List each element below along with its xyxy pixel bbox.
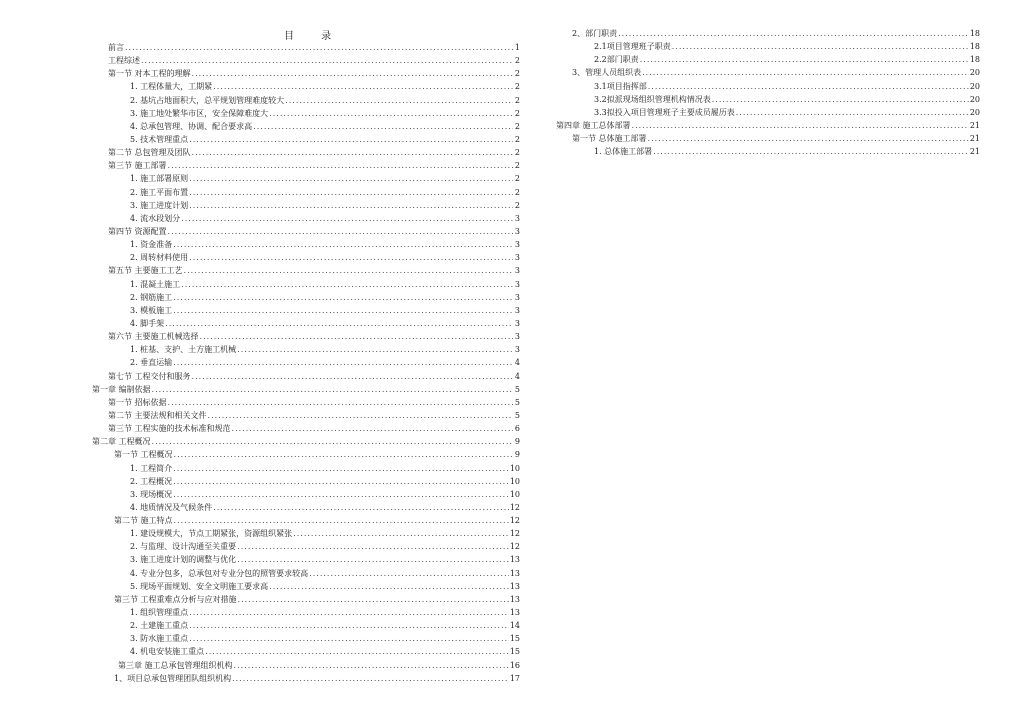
toc-page-number: 5 (514, 397, 520, 407)
toc-leader-dots (232, 672, 509, 685)
toc-page-number: 2 (514, 108, 520, 118)
toc-entry[interactable] (92, 422, 520, 435)
toc-entry[interactable] (92, 317, 520, 330)
toc-leader-dots (168, 225, 513, 238)
toc-entry-title: 3.1项目指挥部 (594, 81, 647, 91)
toc-entry[interactable] (92, 409, 520, 422)
toc-entry-title: 3.3拟投入项目管理班子主要成员履历表 (594, 107, 735, 117)
toc-entry-title: 2. 工程概况 (130, 476, 173, 486)
toc-leader-dots (168, 159, 513, 172)
toc-leader-dots (200, 330, 513, 343)
toc-page-number: 21 (969, 147, 980, 157)
toc-entry[interactable] (92, 632, 520, 645)
toc-entry-title: 1. 建设规模大，节点工期紧张，资源组织紧张 (130, 529, 293, 539)
toc-entry[interactable] (92, 199, 520, 212)
toc-entry-title: 第三节 工程实施的技术标准和规范 (108, 424, 231, 434)
toc-leader-dots (173, 475, 509, 488)
toc-entry[interactable] (92, 435, 520, 448)
toc-entry[interactable] (92, 186, 520, 199)
toc-entry-title: 1. 工程体量大，工期紧 (130, 82, 213, 92)
toc-page-number: 13 (509, 581, 520, 591)
toc-entry[interactable] (556, 66, 980, 79)
toc-entry[interactable] (92, 172, 520, 185)
toc-page-number: 20 (969, 81, 980, 91)
toc-entry-title: 第二节 施工特点 (114, 516, 173, 526)
toc-leader-dots (653, 145, 969, 158)
toc-page-number: 20 (969, 107, 980, 117)
toc-page-number: 3 (514, 240, 520, 250)
toc-entry-title: 4. 地质情况及气候条件 (130, 502, 213, 512)
toc-page-number: 3 (514, 345, 520, 355)
toc-entry-title: 1. 组织管理重点 (130, 608, 189, 618)
toc-entry-title: 第三节 工程重难点分析与应对措施 (114, 594, 237, 604)
toc-page-number: 10 (509, 489, 520, 499)
toc-leader-dots (125, 41, 513, 54)
toc-entry-title: 第二节 主要法规和相关文件 (108, 410, 207, 420)
toc-entry-title: 第一节 工程概况 (114, 450, 173, 460)
toc-entry-title: 第四节 资源配置 (108, 226, 167, 236)
toc-page-number: 3 (514, 292, 520, 302)
toc-leader-dots (253, 120, 513, 133)
toc-entry-title: 3.2拟派现场组织管理机构情况表 (594, 94, 711, 104)
toc-entry-title: 第一节 招标依据 (108, 397, 167, 407)
toc-entry-title: 3. 模板施工 (130, 305, 173, 315)
toc-page-number: 3 (514, 318, 520, 328)
toc-entry[interactable] (92, 291, 520, 304)
toc-leader-dots (173, 356, 513, 369)
toc-leader-dots (174, 514, 509, 527)
toc-leader-dots (293, 527, 509, 540)
toc-leader-dots (189, 619, 509, 632)
toc-entry[interactable] (92, 304, 520, 317)
toc-entry[interactable] (556, 80, 980, 93)
toc-leader-dots (237, 540, 509, 553)
toc-leader-dots (736, 106, 969, 119)
toc-leader-dots (189, 133, 513, 146)
toc-page-number: 14 (509, 621, 520, 631)
toc-leader-dots (181, 212, 513, 225)
toc-entry[interactable] (92, 370, 520, 383)
toc-entry-title: 2. 施工平面布置 (130, 187, 189, 197)
toc-leader-dots (173, 304, 513, 317)
toc-entry-title: 3. 现场概况 (130, 489, 173, 499)
toc-entry[interactable] (92, 343, 520, 356)
toc-leader-dots (232, 422, 513, 435)
toc-entry[interactable] (92, 659, 520, 672)
toc-entry-title: 1、项目总承包管理团队组织机构 (114, 673, 232, 683)
toc-page-number: 4 (514, 358, 520, 368)
toc-leader-dots (237, 343, 513, 356)
toc-entry-title: 4. 总承包管理、协调、配合要求高 (130, 121, 253, 131)
toc-entry[interactable] (92, 475, 520, 488)
toc-page-number: 21 (969, 120, 980, 130)
toc-leader-dots (192, 146, 513, 159)
toc-entry[interactable] (92, 672, 520, 685)
toc-page-number: 6 (514, 424, 520, 434)
toc-leader-dots (152, 383, 513, 396)
toc-entry-title: 2. 周转材料使用 (130, 253, 189, 263)
toc-entry[interactable] (92, 41, 520, 54)
toc-entry[interactable] (92, 462, 520, 475)
toc-entry[interactable] (92, 580, 520, 593)
toc-leader-dots (237, 553, 509, 566)
toc-page-number: 4 (514, 371, 520, 381)
toc-entry-title: 2. 基坑占地面积大，总平规划管理难度较大 (130, 95, 285, 105)
toc-page-number: 3 (514, 279, 520, 289)
toc-entry-title: 第一节 对本工程的理解 (108, 69, 191, 79)
toc-entry[interactable] (92, 94, 520, 107)
toc-entry[interactable] (92, 80, 520, 93)
toc-entry-title: 2. 垂直运输 (130, 358, 173, 368)
toc-entry[interactable] (556, 106, 980, 119)
toc-entry[interactable] (92, 251, 520, 264)
toc-page-number: 2 (514, 187, 520, 197)
toc-page-number: 21 (969, 134, 980, 144)
toc-page-number: 9 (514, 450, 520, 460)
toc-page-number: 1 (514, 43, 520, 52)
toc-entry-title: 2. 土建施工重点 (130, 621, 189, 631)
toc-entry[interactable] (92, 383, 520, 396)
toc-entry-title: 第五节 主要施工工艺 (108, 266, 183, 276)
toc-page-number: 2 (514, 121, 520, 131)
toc-entry-title: 1. 桩基、支护、土方施工机械 (130, 345, 237, 355)
toc-title: 目 录 (284, 31, 344, 42)
toc-page-number: 2 (514, 161, 520, 171)
toc-entry[interactable] (92, 619, 520, 632)
toc-page-number: 20 (969, 68, 980, 78)
toc-page-number: 2 (514, 95, 520, 105)
toc-leader-dots (269, 107, 513, 120)
toc-page-number: 18 (969, 29, 980, 38)
toc-leader-dots (640, 53, 969, 66)
toc-entry[interactable] (92, 120, 520, 133)
toc-entry-title: 4. 专业分包多，总承包对专业分包的照管要求较高 (130, 568, 309, 578)
toc-entry[interactable] (92, 514, 520, 527)
toc-page-number: 13 (509, 568, 520, 578)
toc-leader-dots (174, 448, 513, 461)
toc-page-number: 2 (514, 148, 520, 158)
toc-leader-dots (648, 132, 969, 145)
toc-entry[interactable] (92, 540, 520, 553)
toc-page-number: 2 (514, 69, 520, 79)
toc-leader-dots (642, 66, 969, 79)
toc-page-number: 5 (514, 384, 520, 394)
toc-entry[interactable] (92, 238, 520, 251)
toc-leader-dots (141, 54, 513, 67)
toc-leader-dots (309, 567, 509, 580)
toc-leader-dots (238, 593, 509, 606)
toc-page-number: 18 (969, 42, 980, 52)
toc-entry[interactable] (92, 593, 520, 606)
toc-entry[interactable] (92, 488, 520, 501)
toc-page-number: 3 (514, 305, 520, 315)
toc-page-number: 12 (509, 542, 520, 552)
toc-leader-dots (269, 580, 509, 593)
toc-entry[interactable] (92, 553, 520, 566)
toc-entry-title: 3. 施工进度计划 (130, 200, 189, 210)
toc-entry[interactable] (92, 146, 520, 159)
toc-page-number: 15 (509, 634, 520, 644)
toc-entry[interactable] (556, 145, 980, 158)
toc-entry-title: 第一节 总体施工部署 (572, 134, 647, 144)
toc-leader-dots (672, 40, 969, 53)
toc-entry-title: 2. 与监理、设计沟通至关重要 (130, 542, 237, 552)
toc-entry-title: 1. 工程简介 (130, 463, 173, 473)
toc-entry-title: 4. 流水段划分 (130, 213, 181, 223)
toc-page-number: 3 (514, 213, 520, 223)
toc-leader-dots (168, 396, 513, 409)
toc-page-number: 13 (509, 555, 520, 565)
toc-page-number: 3 (514, 332, 520, 342)
toc-leader-dots (213, 80, 513, 93)
toc-page-number: 3 (514, 266, 520, 276)
toc-page-number: 16 (509, 660, 520, 670)
toc-entry-title: 1. 资金准备 (130, 240, 173, 250)
toc-entry[interactable] (556, 93, 980, 106)
toc-page-number: 10 (509, 476, 520, 486)
toc-entry-title: 工程综述 (108, 56, 140, 66)
toc-entry-title: 1. 施工部署原则 (130, 174, 189, 184)
toc-entry-title: 3. 防水施工重点 (130, 634, 189, 644)
toc-entry-title: 3、管理人员组织表 (572, 68, 642, 78)
toc-entry-title: 2.1项目管理班子职责 (594, 42, 671, 52)
toc-leader-dots (208, 409, 513, 422)
toc-entry-title: 第二章 工程概况 (92, 437, 151, 447)
toc-entry[interactable] (92, 645, 520, 658)
toc-leader-dots (189, 199, 513, 212)
toc-leader-dots (184, 264, 513, 277)
toc-leader-dots (189, 186, 513, 199)
toc-page-number: 5 (514, 410, 520, 420)
toc-entry-title: 2、部门职责 (572, 29, 618, 38)
toc-entry-title: 4. 脚手架 (130, 318, 165, 328)
toc-entry-title: 3. 施工进度计划的调整与优化 (130, 555, 237, 565)
toc-entry[interactable] (92, 54, 520, 67)
toc-leader-dots (285, 94, 513, 107)
toc-leader-dots (618, 27, 969, 40)
toc-page-number: 17 (509, 673, 520, 683)
toc-leader-dots (648, 80, 969, 93)
toc-page-number: 2 (514, 134, 520, 144)
toc-page-number: 3 (514, 226, 520, 236)
toc-leader-dots (205, 645, 509, 658)
toc-leader-dots (213, 501, 509, 514)
toc-page-number: 18 (969, 55, 980, 65)
toc-leader-dots (165, 317, 513, 330)
toc-entry[interactable] (92, 567, 520, 580)
toc-entry[interactable] (92, 501, 520, 514)
toc-entry[interactable] (92, 225, 520, 238)
toc-entry[interactable] (92, 606, 520, 619)
toc-entry-title: 第六节 主要施工机械选择 (108, 332, 199, 342)
toc-entry-title: 1. 混凝土施工 (130, 279, 181, 289)
toc-leader-dots (173, 238, 513, 251)
toc-page-number: 2 (514, 174, 520, 184)
toc-entry[interactable] (92, 107, 520, 120)
toc-page-number: 12 (509, 502, 520, 512)
toc-entry[interactable] (92, 448, 520, 461)
toc-leader-dots (173, 488, 509, 501)
toc-page-number: 3 (514, 253, 520, 263)
toc-entry[interactable] (556, 119, 980, 132)
toc-page-number: 13 (509, 594, 520, 604)
toc-entry[interactable] (92, 159, 520, 172)
toc-entry[interactable] (92, 278, 520, 291)
toc-leader-dots (632, 119, 969, 132)
toc-page-number: 20 (969, 94, 980, 104)
toc-entry-title: 2.2部门职责 (594, 55, 639, 65)
toc-page-number: 12 (509, 516, 520, 526)
toc-leader-dots (181, 278, 513, 291)
toc-entry-title: 第三章 施工总承包管理组织机构 (118, 660, 233, 670)
toc-entry[interactable] (92, 67, 520, 80)
toc-page-number: 10 (509, 463, 520, 473)
toc-leader-dots (173, 291, 513, 304)
toc-entry[interactable] (92, 212, 520, 225)
toc-entry-title: 第一章 编制依据 (92, 384, 151, 394)
toc-entry[interactable] (556, 27, 980, 40)
toc-entry[interactable] (92, 396, 520, 409)
toc-leader-dots (712, 93, 969, 106)
toc-entry-title: 3. 施工地处繁华市区，安全保障难度大 (130, 108, 269, 118)
toc-page-number: 15 (509, 647, 520, 657)
toc-entry-title: 5. 现场平面规划、安全文明施工要求高 (130, 581, 269, 591)
toc-entry-title: 第四章 施工总体部署 (556, 120, 631, 130)
toc-page-number: 13 (509, 608, 520, 618)
toc-leader-dots (189, 632, 509, 645)
toc-entry[interactable] (92, 133, 520, 146)
toc-leader-dots (189, 251, 513, 264)
toc-entry[interactable] (92, 527, 520, 540)
toc-page-number: 2 (514, 82, 520, 92)
toc-entry-title: 第三节 施工部署 (108, 161, 167, 171)
toc-leader-dots (189, 606, 509, 619)
toc-entry[interactable] (92, 264, 520, 277)
toc-entry-title: 第七节 工程交付和服务 (108, 371, 191, 381)
toc-entry-title: 2. 钢筋施工 (130, 292, 173, 302)
toc-entry-title: 4. 机电安装施工重点 (130, 647, 205, 657)
toc-entry[interactable] (92, 356, 520, 369)
toc-leader-dots (152, 435, 513, 448)
toc-page-number: 9 (514, 437, 520, 447)
toc-leader-dots (189, 172, 513, 185)
toc-entry[interactable] (92, 330, 520, 343)
toc-leader-dots (173, 462, 509, 475)
toc-entry-title: 5. 技术管理重点 (130, 134, 189, 144)
toc-entry-title: 1. 总体施工部署 (594, 147, 653, 157)
toc-page-number: 2 (514, 56, 520, 66)
toc-leader-dots (192, 370, 513, 383)
toc-page-number: 2 (514, 200, 520, 210)
toc-page-number: 12 (509, 529, 520, 539)
toc-column-left (92, 41, 520, 685)
toc-entry-title: 第二节 总包管理及团队 (108, 148, 191, 158)
toc-leader-dots (192, 67, 513, 80)
toc-column-right (556, 27, 980, 158)
toc-entry[interactable] (556, 132, 980, 145)
toc-entry-title: 前言 (108, 43, 124, 52)
toc-entry[interactable] (556, 40, 980, 53)
toc-entry[interactable] (556, 53, 980, 66)
toc-leader-dots (234, 659, 509, 672)
